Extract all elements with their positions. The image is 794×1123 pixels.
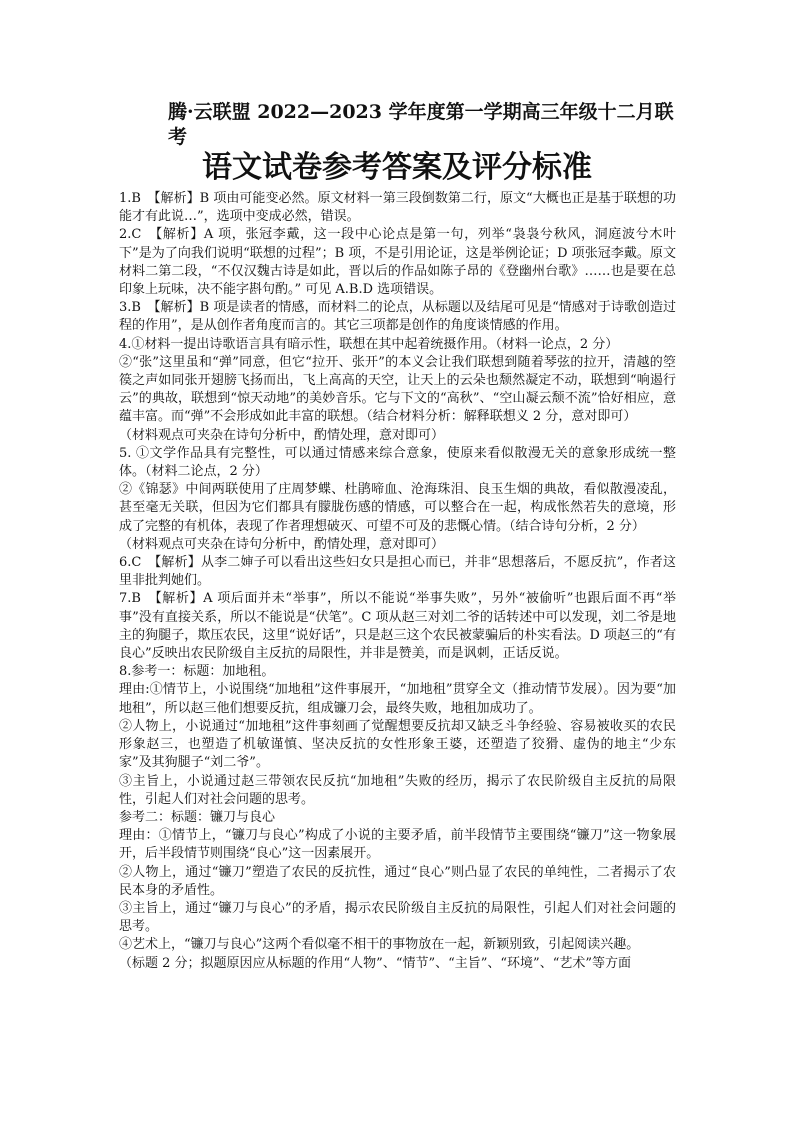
- answer-8-ref-1-reason-3: ③主旨上，小说通过赵三带领农民反抗“加地租”失败的经历，揭示了农民阶级自主反抗的局限性，引起人们对社会问题的思考。: [119, 773, 676, 807]
- exam-header-title: 腾·云联盟 2022—2023 学年度第一学期高三年级十二月联考: [168, 101, 674, 148]
- answer-8-ref-2-reason-2: ②人物上，通过“镰刀”塑造了农民的反抗性，通过“良心”则凸显了农民的单纯性，二者揭示了农民本身的矛盾性。: [119, 864, 676, 898]
- answer-body: [119, 190, 676, 973]
- answer-4-point-1: 4.①材料一提出诗歌语言具有暗示性，联想在其中起着统摄作用。（材料一论点，2 分）: [119, 336, 619, 352]
- answer-5-point-2: ②《锦瑟》中间两联使用了庄周梦蝶、杜鹃啼血、沧海珠泪、良玉生烟的典故，看似散漫凌乱，甚至毫无关联，但因为它们都具有朦胧伤感的情感，可以整合在一起，构成怅然若失的意境，形成了完整的有机体，表现了作者理想破灭、可望不可及的悲慨心情。（结合诗句分析，2 分）: [119, 482, 676, 534]
- answer-4-point-2: ②“张”这里虽和“弹”同意，但它“拉开、张开”的本义会让我们联想到随着琴弦的拉开，清越的箜篌之声如同张开翅膀飞扬而出，飞上高高的天空，让天上的云朵也颓然凝定不动，联想到“响遏行云”的典故，联想到“惊天动地”的美妙音乐。它与下文的“高秋”、“空山凝云颓不流”恰好相应，意蕴丰富。而“弹”不会形成如此丰富的联想。（结合材料分析：解释联想义 2 分，意对即可）: [119, 354, 676, 425]
- answer-8-ref-1-reason-1: 理由:①情节上，小说围绕“加地租”这件事展开，“加地租”贯穿全文（推动情节发展）。因为要“加地租”，所以赵三他们想要反抗，组成镰刀会，最终失败，地租加成功了。: [119, 682, 676, 716]
- document-main-title: 语文试卷参考答案及评分标准: [202, 150, 592, 185]
- answer-2: 2.C 【解析】A 项，张冠李戴，这一段中心论点是第一句，列举“袅袅兮秋风，洞庭波兮木叶下”是为了向我们说明“联想的过程”；B 项，不是引用论证，这是举例论证；D 项张冠李戴。原文材料二第二段，“不仅汉魏古诗是如此，晋以后的作品如陈子昂的《登幽州台歌》……也是要在总印象上玩味，决不能字斟句酌。” 可见 A.B.D 选项错误。: [119, 227, 676, 298]
- answer-8-ref-1-title: 8.参考一：标题：加地租。: [119, 664, 275, 680]
- answer-1: 1.B 【解析】B 项由可能变必然。原文材料一第三段倒数第二行，原文“大概也正是基于联想的功能才有此说…”，选项中变成必然，错误。: [119, 191, 676, 225]
- answer-8-scoring-note: （标题 2 分；拟题原因应从标题的作用“人物”、“情节”、“主旨”、“环境”、“艺术”等方面: [119, 955, 631, 971]
- answer-5-note: （材料观点可夹杂在诗句分析中，酌情处理，意对即可）: [119, 536, 445, 552]
- answer-6: 6.C 【解析】从李二婶子可以看出这些妇女只是担心而已，并非“思想落后，不愿反抗”，作者这里非批判她们。: [119, 555, 676, 589]
- answer-8-ref-2-reason-4: ④艺术上，“镰刀与良心”这两个看似毫不相干的事物放在一起，新颖别致，引起阅读兴趣。: [119, 937, 640, 953]
- answer-4-note: （材料观点可夹杂在诗句分析中，酌情处理，意对即可）: [119, 427, 445, 443]
- answer-7: 7.B 【解析】A 项后面并未“举事”，所以不能说“举事失败”，另外“被偷听”也跟后面不再“举事”没有直接关系，所以不能说是“伏笔”。C 项从赵三对刘二爷的话转述中可以发现，刘二爷是地主的狗腿子，欺压农民，这里“说好话”，只是赵三这个农民被蒙骗后的朴实看法。D 项赵三的“有良心”反映出农民阶级自主反抗的局限性，并非是赞美，而是讽刺，正话反说。: [119, 591, 676, 662]
- answer-3: 3.B 【解析】B 项是读者的情感，而材料二的论点，从标题以及结尾可见是“情感对于诗歌创造过程的作用”，是从创作者角度而言的。其它三项都是创作的角度谈情感的作用。: [119, 300, 676, 334]
- answer-5-point-1: 5. ①文学作品具有完整性，可以通过情感来综合意象，使原来看似散漫无关的意象形成统一整体。（材料二论点，2 分）: [119, 445, 676, 480]
- answer-8-ref-2-title: 参考二：标题：镰刀与良心: [119, 809, 276, 825]
- answer-8-ref-1-reason-2: ②人物上，小说通过“加地租”这件事刻画了觉醒想要反抗却又缺乏斗争经验、容易被收买的农民形象赵三，也塑造了机敏谨慎、坚决反抗的女性形象王婆，还塑造了狡猾、虚伪的地主“少东家”及其狗腿子“刘二爷”。: [119, 718, 676, 771]
- answer-8-ref-2-reason-1: 理由：①情节上，“镰刀与良心”构成了小说的主要矛盾，前半段情节主要围绕“镰刀”这一物象展开，后半段情节则围绕“良心”这一因素展开。: [119, 828, 676, 862]
- answer-8-ref-2-reason-3: ③主旨上，通过“镰刀与良心”的矛盾，揭示农民阶级自主反抗的局限性，引起人们对社会问题的思考。: [119, 900, 676, 935]
